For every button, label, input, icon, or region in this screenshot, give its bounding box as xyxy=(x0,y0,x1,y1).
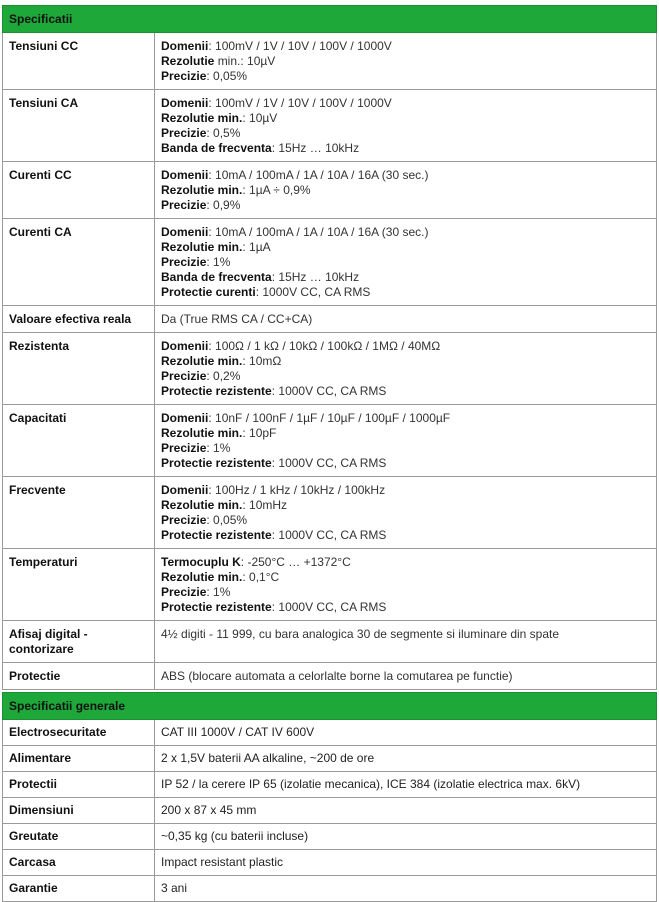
spec-separator: : xyxy=(242,111,250,125)
general-row-name: Dimensiuni xyxy=(3,798,155,824)
spec-key: Rezolutie min. xyxy=(161,240,243,254)
spec-row-name: Afisaj digital - contorizare xyxy=(3,621,155,663)
spec-value: 10mΩ xyxy=(249,354,282,368)
spec-value: 1% xyxy=(213,255,231,269)
spec-line xyxy=(161,369,650,384)
specifications-title: Specificatii xyxy=(3,6,657,33)
spec-separator: : xyxy=(206,255,214,269)
spec-line xyxy=(161,384,650,399)
spec-line xyxy=(161,168,650,183)
spec-line xyxy=(161,600,650,615)
spec-separator: : xyxy=(242,183,250,197)
spec-value: 1000V CC, CA RMS xyxy=(278,528,387,542)
specifications-header-row xyxy=(3,6,657,33)
spec-line xyxy=(161,426,650,441)
spec-value: 10mHz xyxy=(249,498,288,512)
spec-line xyxy=(161,111,650,126)
spec-key: Domenii xyxy=(161,96,209,110)
spec-key: Precizie xyxy=(161,255,207,269)
spec-line xyxy=(161,441,650,456)
general-row-value: CAT III 1000V / CAT IV 600V xyxy=(155,720,657,746)
spec-key: Rezolutie min. xyxy=(161,570,243,584)
spec-row-value xyxy=(155,162,657,219)
spec-key: Precizie xyxy=(161,513,207,527)
spec-row-name: Frecvente xyxy=(3,477,155,549)
spec-row xyxy=(3,333,657,405)
spec-key: Termocuplu K xyxy=(161,555,241,569)
spec-separator: : xyxy=(206,585,214,599)
spec-line xyxy=(161,555,650,570)
spec-row xyxy=(3,663,657,690)
spec-row xyxy=(3,477,657,549)
spec-value: -250°C … +1372°C xyxy=(247,555,351,569)
spec-key: Precizie xyxy=(161,198,207,212)
spec-key: Banda de frecventa xyxy=(161,270,272,284)
general-row xyxy=(3,772,657,798)
general-row xyxy=(3,798,657,824)
spec-value: 10µV xyxy=(249,111,278,125)
spec-value: 4½ digiti - 11 999, cu bara analogica 30 de segmente si iluminare din spate xyxy=(161,627,560,641)
spec-value: Da (True RMS CA / CC+CA) xyxy=(161,312,313,326)
specifications-table xyxy=(2,5,657,690)
spec-key: Domenii xyxy=(161,339,209,353)
spec-line xyxy=(161,240,650,255)
spec-value: 15Hz … 10kHz xyxy=(278,270,360,284)
spec-line xyxy=(161,339,650,354)
spec-row-name: Curenti CC xyxy=(3,162,155,219)
spec-row xyxy=(3,90,657,162)
spec-value: 1000V CC, CA RMS xyxy=(278,600,387,614)
general-specifications-header-row xyxy=(3,693,657,720)
spec-value: 1000V CC, CA RMS xyxy=(278,384,387,398)
spec-separator: : xyxy=(206,513,214,527)
spec-separator: : xyxy=(206,369,214,383)
spec-value: 15Hz … 10kHz xyxy=(278,141,360,155)
spec-value: 100mV / 1V / 10V / 100V / 1000V xyxy=(215,96,392,110)
spec-key: Domenii xyxy=(161,411,209,425)
spec-value: 1µA ÷ 0,9% xyxy=(249,183,311,197)
spec-separator: : xyxy=(208,483,216,497)
spec-line xyxy=(161,126,650,141)
spec-key: Protectie rezistente xyxy=(161,600,272,614)
spec-line xyxy=(161,54,650,69)
spec-row-name: Temperaturi xyxy=(3,549,155,621)
spec-value: 100mV / 1V / 10V / 100V / 1000V xyxy=(215,39,392,53)
general-row-name: Protectii xyxy=(3,772,155,798)
spec-separator: : xyxy=(242,240,250,254)
spec-separator: : xyxy=(242,498,250,512)
spec-separator: : xyxy=(271,528,279,542)
spec-value: 0,2% xyxy=(213,369,241,383)
spec-separator: : xyxy=(240,555,248,569)
spec-value: 100Ω / 1 kΩ / 10kΩ / 100kΩ / 1MΩ / 40MΩ xyxy=(215,339,441,353)
spec-key: Banda de frecventa xyxy=(161,141,272,155)
spec-row xyxy=(3,219,657,306)
spec-row-name: Tensiuni CA xyxy=(3,90,155,162)
spec-line xyxy=(161,39,650,54)
spec-row xyxy=(3,621,657,663)
general-row-value: IP 52 / la cerere IP 65 (izolatie mecanica), ICE 384 (izolatie electrica max. 6kV) xyxy=(155,772,657,798)
spec-separator: : xyxy=(208,39,216,53)
spec-row-value xyxy=(155,663,657,690)
spec-row-name: Capacitati xyxy=(3,405,155,477)
spec-line xyxy=(161,513,650,528)
spec-key: Domenii xyxy=(161,39,209,53)
spec-key: Precizie xyxy=(161,69,207,83)
spec-value: 0,1°C xyxy=(249,570,280,584)
spec-key: Rezolutie min. xyxy=(161,183,243,197)
spec-key: Rezolutie min. xyxy=(161,426,243,440)
spec-line xyxy=(161,69,650,84)
spec-key: Precizie xyxy=(161,441,207,455)
spec-line xyxy=(161,483,650,498)
spec-value: ABS (blocare automata a celorlalte borne la comutarea pe functie) xyxy=(161,669,513,683)
spec-row xyxy=(3,405,657,477)
general-row-name: Electrosecuritate xyxy=(3,720,155,746)
spec-line xyxy=(161,198,650,213)
spec-value: 100Hz / 1 kHz / 10kHz / 100kHz xyxy=(215,483,386,497)
spec-key: Protectie rezistente xyxy=(161,384,272,398)
spec-key: Precizie xyxy=(161,369,207,383)
spec-line xyxy=(161,627,650,642)
spec-value: 0,05% xyxy=(213,69,248,83)
general-row-value: ~0,35 kg (cu baterii incluse) xyxy=(155,824,657,850)
spec-value: 1000V CC, CA RMS xyxy=(262,285,371,299)
spec-value: 10nF / 100nF / 1µF / 10µF / 100µF / 1000µF xyxy=(215,411,451,425)
spec-row xyxy=(3,33,657,90)
general-row-name: Carcasa xyxy=(3,850,155,876)
spec-key: Rezolutie xyxy=(161,54,215,68)
spec-line xyxy=(161,585,650,600)
spec-row xyxy=(3,306,657,333)
spec-key: Precizie xyxy=(161,585,207,599)
spec-line xyxy=(161,96,650,111)
general-specifications-title: Specificatii generale xyxy=(3,693,657,720)
general-row-name: Garantie xyxy=(3,876,155,902)
spec-row xyxy=(3,162,657,219)
spec-row-value xyxy=(155,549,657,621)
general-specifications-table xyxy=(2,692,657,902)
general-row-value: 2 x 1,5V baterii AA alkaline, ~200 de ore xyxy=(155,746,657,772)
spec-line xyxy=(161,141,650,156)
spec-separator: : xyxy=(271,384,279,398)
general-row-name: Greutate xyxy=(3,824,155,850)
spec-line xyxy=(161,183,650,198)
spec-line xyxy=(161,270,650,285)
spec-separator: : xyxy=(271,600,279,614)
spec-value: min.: 10µV xyxy=(217,54,276,68)
general-row-name: Alimentare xyxy=(3,746,155,772)
spec-separator: : xyxy=(242,570,250,584)
spec-key: Precizie xyxy=(161,126,207,140)
spec-key: Domenii xyxy=(161,168,209,182)
spec-key: Rezolutie min. xyxy=(161,354,243,368)
general-row xyxy=(3,720,657,746)
spec-line xyxy=(161,225,650,240)
spec-separator: : xyxy=(271,270,279,284)
spec-line xyxy=(161,354,650,369)
spec-separator: : xyxy=(255,285,263,299)
spec-separator: : xyxy=(208,411,216,425)
spec-separator: : xyxy=(271,141,279,155)
spec-separator: : xyxy=(206,198,214,212)
spec-value: 10mA / 100mA / 1A / 10A / 16A (30 sec.) xyxy=(215,225,429,239)
spec-key: Protectie rezistente xyxy=(161,528,272,542)
spec-separator: : xyxy=(242,426,250,440)
spec-row-value xyxy=(155,219,657,306)
spec-line xyxy=(161,285,650,300)
spec-value: 1% xyxy=(213,441,231,455)
spec-row-name: Protectie xyxy=(3,663,155,690)
spec-line xyxy=(161,528,650,543)
spec-separator: : xyxy=(208,339,216,353)
spec-line xyxy=(161,312,650,327)
spec-separator: : xyxy=(271,456,279,470)
spec-row-name: Rezistenta xyxy=(3,333,155,405)
spec-separator: : xyxy=(206,69,214,83)
spec-key: Domenii xyxy=(161,225,209,239)
spec-line xyxy=(161,255,650,270)
spec-separator: : xyxy=(242,354,250,368)
general-row-value: Impact resistant plastic xyxy=(155,850,657,876)
spec-row-value xyxy=(155,333,657,405)
spec-value: 10pF xyxy=(249,426,277,440)
general-row-value: 200 x 87 x 45 mm xyxy=(155,798,657,824)
spec-key: Protectie curenti xyxy=(161,285,256,299)
spec-row-value xyxy=(155,621,657,663)
spec-value: 0,9% xyxy=(213,198,241,212)
spec-row-name: Valoare efectiva reala xyxy=(3,306,155,333)
spec-separator: : xyxy=(206,441,214,455)
spec-value: 1000V CC, CA RMS xyxy=(278,456,387,470)
spec-row-value xyxy=(155,405,657,477)
spec-row-value xyxy=(155,477,657,549)
spec-key: Domenii xyxy=(161,483,209,497)
spec-row-value xyxy=(155,33,657,90)
spec-separator: : xyxy=(208,96,216,110)
spec-value: 1% xyxy=(213,585,231,599)
spec-separator: : xyxy=(206,126,214,140)
spec-line xyxy=(161,570,650,585)
spec-value: 10mA / 100mA / 1A / 10A / 16A (30 sec.) xyxy=(215,168,429,182)
spec-row xyxy=(3,549,657,621)
spec-key: Rezolutie min. xyxy=(161,498,243,512)
general-row xyxy=(3,746,657,772)
spec-separator: : xyxy=(208,168,216,182)
spec-row-name: Tensiuni CC xyxy=(3,33,155,90)
general-row xyxy=(3,850,657,876)
general-row xyxy=(3,824,657,850)
spec-line xyxy=(161,669,650,684)
spec-line xyxy=(161,498,650,513)
spec-value: 0,05% xyxy=(213,513,248,527)
spec-row-name: Curenti CA xyxy=(3,219,155,306)
spec-line xyxy=(161,411,650,426)
general-row-value: 3 ani xyxy=(155,876,657,902)
spec-value: 0,5% xyxy=(213,126,241,140)
spec-key: Rezolutie min. xyxy=(161,111,243,125)
spec-row-value xyxy=(155,90,657,162)
spec-line xyxy=(161,456,650,471)
spec-row-value xyxy=(155,306,657,333)
spec-key: Protectie rezistente xyxy=(161,456,272,470)
spec-value: 1µA xyxy=(249,240,271,254)
spec-separator: : xyxy=(208,225,216,239)
